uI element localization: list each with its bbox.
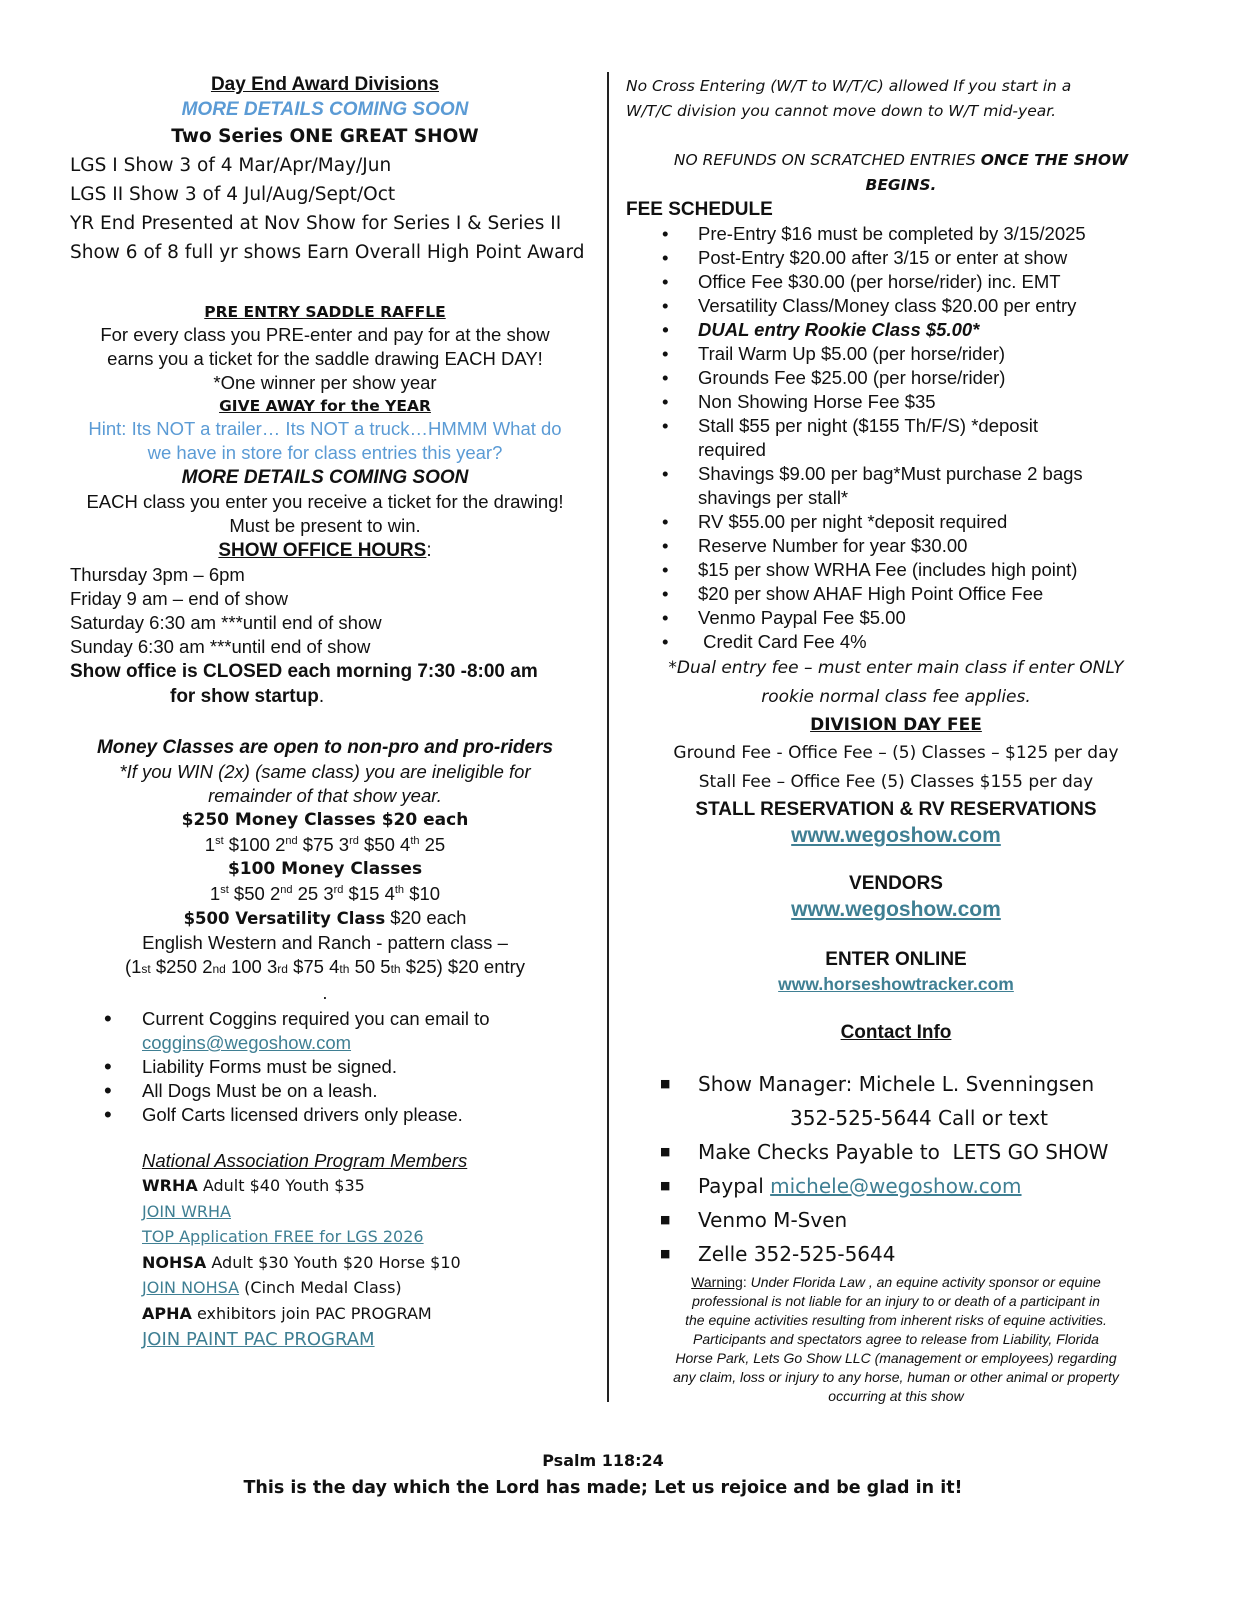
warning-line: the equine activities resulting from inherent risks of equine activities. bbox=[685, 1312, 1107, 1328]
join-paint-row bbox=[142, 1326, 590, 1354]
office-closed-period: . bbox=[318, 686, 325, 707]
contact-zelle: ■ Zelle 352-525-5644 bbox=[626, 1237, 1166, 1271]
no-refunds-text: NO REFUNDS ON SCRATCHED ENTRIES bbox=[673, 151, 981, 169]
wrha-line bbox=[142, 1173, 590, 1199]
contact-list bbox=[626, 1067, 1166, 1271]
rule-dogs: • All Dogs Must be on a leash. bbox=[70, 1079, 590, 1103]
place-amount: 100 bbox=[225, 956, 267, 977]
vendors-link-row bbox=[626, 897, 1166, 923]
warning-colon: : bbox=[742, 1274, 747, 1290]
place-number: 1 bbox=[204, 834, 216, 855]
office-closed-2-wrap bbox=[70, 684, 590, 709]
place-amount: $10 bbox=[404, 883, 441, 904]
giveaway-hint-1: Hint: Its NOT a trailer… Its NOT a truck…HMMM What do bbox=[88, 418, 562, 439]
enter-online-title: ENTER ONLINE bbox=[825, 949, 967, 970]
place-amount: $15 bbox=[343, 883, 385, 904]
place-amount: $75 bbox=[297, 834, 339, 855]
fee-item: • Office Fee $30.00 (per horse/rider) inc. EMT bbox=[626, 270, 1136, 294]
place-suffix: rd bbox=[277, 962, 288, 976]
office-closed-1: Show office is CLOSED each morning 7:30 -8:00 am bbox=[70, 661, 538, 682]
place-amount: 25 bbox=[419, 834, 446, 855]
division-ground-fee: Ground Fee - Office Fee – (5) Classes – $125 per day bbox=[673, 743, 1119, 763]
warning-line: Participants and spectators agree to release from Liability, Florida bbox=[693, 1331, 1099, 1347]
must-be-present: Must be present to win. bbox=[229, 515, 421, 536]
stall-link-row bbox=[626, 823, 1166, 849]
office-hours-colon: : bbox=[426, 540, 432, 561]
join-paint-pac-link[interactable]: JOIN PAINT PAC PROGRAM bbox=[142, 1329, 375, 1350]
top-application-row bbox=[142, 1224, 590, 1250]
each-class-ticket: EACH class you enter you receive a ticket for the drawing! bbox=[86, 491, 564, 512]
raffle-text-3: *One winner per show year bbox=[213, 372, 437, 393]
place-number: 1 bbox=[209, 883, 221, 904]
national-association-title: National Association Program Members bbox=[142, 1150, 468, 1171]
place-amount: $25 bbox=[400, 956, 437, 977]
place-suffix: nd bbox=[212, 962, 226, 976]
no-refunds-begins: BEGINS. bbox=[865, 176, 937, 194]
place-suffix: nd bbox=[285, 834, 298, 847]
series-line: Show 6 of 8 full yr shows Earn Overall High Point Award bbox=[70, 242, 585, 263]
money-note-2: remainder of that show year. bbox=[208, 785, 442, 806]
place-amount: $250 bbox=[150, 956, 203, 977]
join-nohsa-link[interactable]: JOIN NOHSA bbox=[142, 1278, 240, 1297]
fee-item: • Venmo Paypal Fee $5.00 bbox=[626, 606, 1136, 630]
warning-line: occurring at this show bbox=[828, 1388, 964, 1404]
versatility-heading bbox=[60, 906, 590, 931]
saddle-raffle-title: PRE ENTRY SADDLE RAFFLE bbox=[204, 303, 446, 321]
office-hours-line: Sunday 6:30 am ***until end of show bbox=[70, 636, 371, 657]
series-line: LGS I Show 3 of 4 Mar/Apr/May/Jun bbox=[70, 155, 392, 176]
money-note-1: *If you WIN (2x) (same class) you are ineligible for bbox=[119, 761, 531, 782]
place-amount: $75 bbox=[287, 956, 330, 977]
place-amount: $50 bbox=[358, 834, 401, 855]
right-column bbox=[626, 74, 1166, 1406]
series-line: LGS II Show 3 of 4 Jul/Aug/Sept/Oct bbox=[70, 184, 396, 205]
fee-item: • $20 per show AHAF High Point Office Fee bbox=[626, 582, 1136, 606]
versatility-title: $500 Versatility Class bbox=[183, 909, 386, 928]
join-wrha-link[interactable]: JOIN WRHA bbox=[142, 1201, 231, 1221]
coggins-email-link[interactable]: coggins@wegoshow.com bbox=[142, 1032, 352, 1053]
warning-line: Horse Park, Lets Go Show LLC (management or employees) regarding bbox=[675, 1350, 1117, 1366]
place-suffix: th bbox=[410, 834, 420, 847]
no-refunds-line bbox=[626, 148, 1166, 173]
versatility-line: English Western and Ranch - pattern class – bbox=[142, 932, 508, 953]
fee-item: • Trail Warm Up $5.00 (per horse/rider) bbox=[626, 342, 1136, 366]
join-nohsa-row bbox=[142, 1275, 590, 1301]
dual-entry-note-2: rookie normal class fee applies. bbox=[761, 687, 1031, 707]
office-hours-title: SHOW OFFICE HOURS bbox=[218, 540, 427, 561]
top-application-link[interactable]: TOP Application FREE for LGS 2026 bbox=[142, 1227, 424, 1246]
fee-item: • Post-Entry $20.00 after 3/15 or enter at show bbox=[626, 246, 1136, 270]
fee-list bbox=[626, 222, 1136, 654]
place-number: 3 bbox=[267, 956, 278, 977]
money-250-places bbox=[60, 833, 590, 857]
two-series-heading: Two Series ONE GREAT SHOW bbox=[171, 126, 479, 147]
place-number: 2 bbox=[275, 834, 286, 855]
place-number: 4 bbox=[400, 834, 411, 855]
national-associations bbox=[70, 1149, 590, 1354]
dual-entry-note-1: *Dual entry fee – must enter main class if enter ONLY bbox=[668, 658, 1124, 678]
office-hours-line: Friday 9 am – end of show bbox=[70, 588, 288, 609]
place-number: 1 bbox=[131, 956, 142, 977]
stray-dot: . bbox=[322, 982, 328, 1003]
nohsa-fees: Adult $30 Youth $20 Horse $10 bbox=[206, 1252, 461, 1272]
rule-liability: • Liability Forms must be signed. bbox=[70, 1055, 590, 1079]
place-number: 2 bbox=[269, 883, 281, 904]
fee-item: • RV $55.00 per night *deposit required bbox=[626, 510, 1136, 534]
fee-item: • Stall $55 per night ($155 Th/F/S) *deposit required bbox=[626, 414, 1136, 462]
place-suffix: nd bbox=[280, 883, 293, 896]
raffle-text-1: For every class you PRE-enter and pay for at the show bbox=[100, 324, 550, 345]
paren: ( bbox=[124, 956, 132, 977]
place-number: 4 bbox=[329, 956, 340, 977]
fee-item: • Non Showing Horse Fee $35 bbox=[626, 390, 1136, 414]
left-column bbox=[70, 72, 590, 1354]
paren: ) $20 entry bbox=[436, 956, 526, 977]
vendors-link[interactable]: www.wegoshow.com bbox=[791, 898, 1001, 921]
contact-venmo: ■ Venmo M-Sven bbox=[626, 1203, 1166, 1237]
apha-text: exhibitors join PAC PROGRAM bbox=[191, 1303, 432, 1323]
paypal-email-link[interactable]: michele@wegoshow.com bbox=[770, 1174, 1022, 1198]
rule-golf-carts: • Golf Carts licensed drivers only please. bbox=[70, 1103, 590, 1127]
contact-info-title: Contact Info bbox=[840, 1022, 952, 1043]
stall-reservation-link[interactable]: www.wegoshow.com bbox=[791, 824, 1001, 847]
series-line: YR End Presented at Nov Show for Series I & Series II bbox=[70, 213, 562, 234]
fee-schedule-title: FEE SCHEDULE bbox=[626, 199, 773, 220]
office-hours-line: Thursday 3pm – 6pm bbox=[70, 564, 245, 585]
place-suffix: st bbox=[220, 883, 229, 896]
award-more-details: MORE DETAILS COMING SOON bbox=[181, 99, 469, 120]
place-number: 3 bbox=[323, 883, 334, 904]
no-refunds-bold: ONCE THE SHOW bbox=[980, 151, 1129, 169]
warning-line: any claim, loss or injury to any horse, human or other animal or property bbox=[673, 1369, 1119, 1385]
contact-paypal bbox=[626, 1169, 1166, 1203]
fee-item: • Grounds Fee $25.00 (per horse/rider) bbox=[626, 366, 1136, 390]
place-number: 2 bbox=[202, 956, 213, 977]
raffle-text-2: earns you a ticket for the saddle drawing EACH DAY! bbox=[107, 348, 543, 369]
series-list bbox=[70, 151, 590, 267]
place-number: 5 bbox=[380, 956, 391, 977]
footer bbox=[0, 1448, 1236, 1502]
psalm-verse: This is the day which the Lord has made; Let us rejoice and be glad in it! bbox=[243, 1478, 963, 1498]
enter-online-link-row bbox=[626, 973, 1166, 995]
column-divider bbox=[607, 72, 609, 1402]
division-day-fee-title: DIVISION DAY FEE bbox=[810, 715, 982, 735]
place-suffix: rd bbox=[349, 834, 359, 847]
giveaway-more-details: MORE DETAILS COMING SOON bbox=[181, 467, 469, 488]
division-stall-fee: Stall Fee – Office Fee (5) Classes $155 per day bbox=[698, 772, 1094, 792]
place-amount: $100 bbox=[223, 834, 276, 855]
warning-line bbox=[626, 1273, 1166, 1292]
place-suffix: th bbox=[390, 962, 401, 976]
place-amount: 50 bbox=[349, 956, 381, 977]
office-hours-heading bbox=[60, 538, 590, 563]
fee-item: • Versatility Class/Money class $20.00 per entry bbox=[626, 294, 1136, 318]
fee-item: • Reserve Number for year $30.00 bbox=[626, 534, 1136, 558]
office-hours-list bbox=[70, 563, 590, 659]
place-suffix: st bbox=[141, 962, 151, 976]
wrha-label: WRHA bbox=[142, 1176, 198, 1195]
giveaway-title: GIVE AWAY for the YEAR bbox=[219, 397, 431, 415]
money-classes-title: Money Classes are open to non-pro and pro-riders bbox=[96, 737, 554, 758]
psalm-reference: Psalm 118:24 bbox=[542, 1451, 664, 1470]
cross-entering-2: W/T/C division you cannot move down to W/T mid-year. bbox=[626, 102, 1057, 120]
office-closed-2: for show startup bbox=[170, 686, 319, 707]
cross-entering-1: No Cross Entering (W/T to W/T/C) allowed If you start in a bbox=[626, 77, 1072, 95]
money-100-title: $100 Money Classes bbox=[227, 859, 423, 879]
rules-list bbox=[70, 1007, 590, 1127]
warning-label: Warning bbox=[691, 1274, 743, 1290]
apha-line bbox=[142, 1301, 590, 1327]
rule-text: Current Coggins required you can email to bbox=[142, 1008, 490, 1029]
place-suffix: rd bbox=[333, 883, 344, 896]
warning-line: professional is not liable for an injury to or death of a participant in bbox=[692, 1293, 1100, 1309]
place-number: 4 bbox=[384, 883, 395, 904]
stall-rv-reservations: STALL RESERVATION & RV RESERVATIONS bbox=[695, 799, 1097, 820]
fee-item-dual-rookie: • DUAL entry Rookie Class $5.00* bbox=[626, 318, 1136, 342]
wrha-fees: Adult $40 Youth $35 bbox=[197, 1176, 365, 1195]
place-suffix: th bbox=[339, 962, 350, 976]
money-250-title: $250 Money Classes $20 each bbox=[181, 810, 469, 830]
versatility-places bbox=[60, 955, 590, 981]
award-divisions-title: Day End Award Divisions bbox=[210, 74, 440, 95]
fee-item: • Shavings $9.00 per bag*Must purchase 2 bags shavings per stall* bbox=[626, 462, 1136, 510]
place-suffix: th bbox=[394, 883, 405, 896]
horseshowtracker-link[interactable]: www.horseshowtracker.com bbox=[778, 974, 1014, 994]
join-wrha-row bbox=[142, 1199, 590, 1225]
fee-item: • Pre-Entry $16 must be completed by 3/15/2025 bbox=[626, 222, 1136, 246]
money-100-places bbox=[60, 882, 590, 906]
fee-item: • $15 per show WRHA Fee (includes high point) bbox=[626, 558, 1136, 582]
cinch-medal-note: (Cinch Medal Class) bbox=[239, 1278, 402, 1297]
versatility-fee: $20 each bbox=[385, 907, 467, 928]
office-hours-line: Saturday 6:30 am ***until end of show bbox=[70, 612, 382, 633]
paypal-label: Paypal bbox=[698, 1174, 771, 1198]
nohsa-label: NOHSA bbox=[142, 1252, 207, 1272]
contact-checks: ■ Make Checks Payable to LETS GO SHOW bbox=[626, 1135, 1166, 1169]
warning-text: Under Florida Law , an equine activity sponsor or equine bbox=[746, 1274, 1101, 1290]
vendors-title: VENDORS bbox=[849, 873, 943, 894]
apha-label: APHA bbox=[142, 1303, 192, 1323]
place-number: 3 bbox=[338, 834, 350, 855]
liability-warning bbox=[626, 1273, 1166, 1406]
rule-coggins bbox=[70, 1007, 590, 1055]
giveaway-hint-2: we have in store for class entries this year? bbox=[147, 442, 503, 463]
place-amount: $50 bbox=[228, 883, 270, 904]
manager-phone: 352-525-5644 Call or text bbox=[790, 1106, 1049, 1130]
place-amount: 25 bbox=[292, 883, 324, 904]
manager-name: Show Manager: Michele L. Svenningsen bbox=[698, 1072, 1095, 1096]
place-suffix: st bbox=[215, 834, 224, 847]
fee-item: • Credit Card Fee 4% bbox=[626, 630, 1136, 654]
contact-manager bbox=[626, 1067, 1166, 1135]
nohsa-line bbox=[142, 1250, 590, 1276]
